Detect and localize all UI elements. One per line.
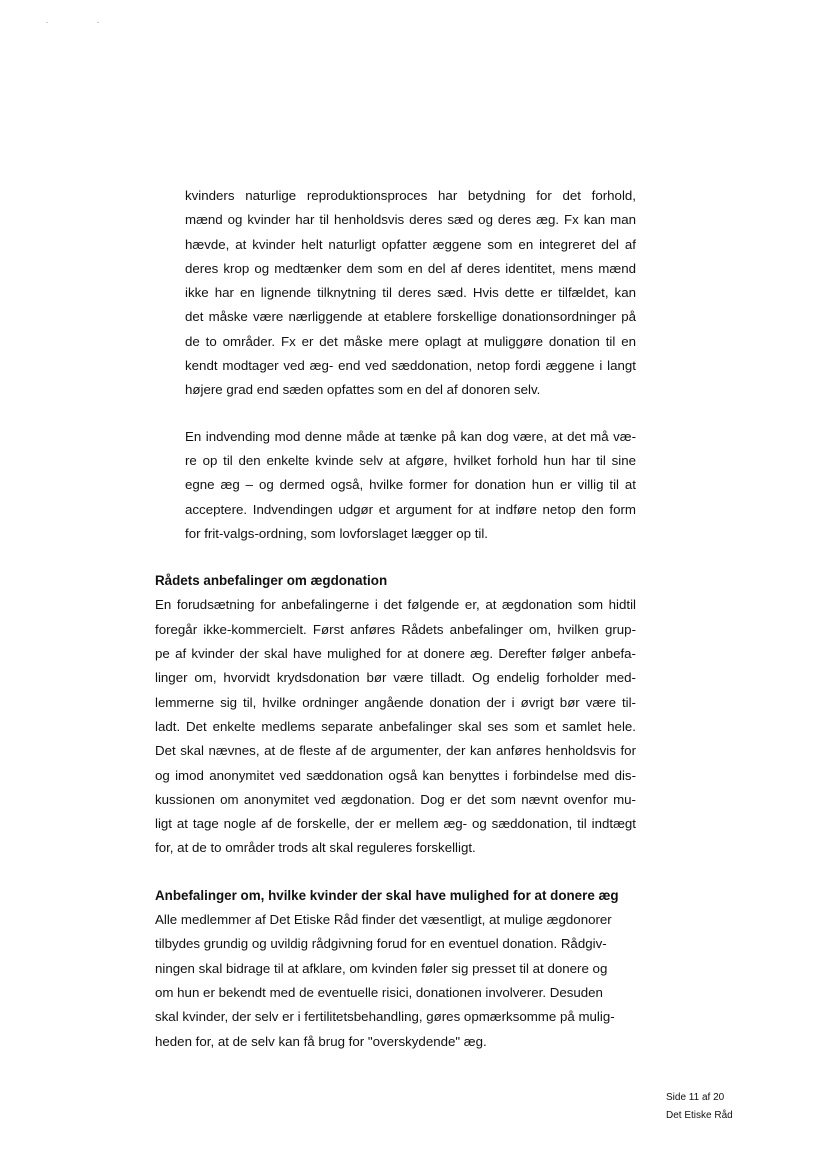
text-line: kussionen om anonymitet ved ægdonation. Dog er det som nævnt ovenfor mu- (155, 791, 636, 807)
continued-section (155, 184, 636, 546)
text-line: heden for, at de selv kan få brug for "overskydende" æg. (155, 1033, 487, 1049)
text-line: acceptere. Indvendingen udgør et argument for at indføre netop den form (185, 501, 636, 517)
who-can-donate-section (155, 884, 636, 1054)
text-line: deres krop og medtænker dem som en del af deres identitet, mens mænd (185, 260, 636, 276)
text-line: lemmerne sig til, hvilke ordninger angående donation der i øvrigt bør være til- (155, 694, 636, 710)
organization-name: Det Etiske Råd (666, 1110, 733, 1121)
text-line: skal kvinder, der selv er i fertilitetsbehandling, gøres opmærksomme på mulig- (155, 1009, 615, 1025)
recommendations-section (155, 569, 636, 861)
text-line: hævde, at kvinder helt naturligt opfatter æggene som en integreret del af (185, 236, 636, 252)
text-line: pe af kvinder der skal have mulighed for at donere æg. Derefter følger anbefa- (155, 646, 636, 662)
text-line: for, at de to områder trods alt skal reguleres forskelligt. (155, 840, 476, 856)
text-line: En indvending mod denne måde at tænke på kan dog være, at det må væ- (185, 428, 636, 444)
body-paragraph (155, 908, 636, 1054)
text-line: egne æg – og dermed også, hvilke former for donation hun er villig til at (185, 477, 636, 493)
text-line: kvinders naturlige reproduktionsproces har betydning for det forhold, (185, 188, 636, 203)
body-paragraph (155, 593, 636, 860)
text-line: og imod anonymitet ved sæddonation også kan benyttes i forbindelse med dis- (155, 767, 636, 783)
section-spacer (155, 546, 636, 569)
text-line: det måske være nærliggende at etablere forskellige donationsordninger på (185, 309, 636, 325)
text-line: de to områder. Fx er det måske mere oplagt at muliggøre donation til en (185, 333, 636, 349)
scan-artifact (97, 22, 99, 23)
section-heading: Rådets anbefalinger om ægdonation (155, 573, 388, 589)
text-line: En forudsætning for anbefalingerne i det følgende er, at ægdonation som hidtil (155, 597, 636, 613)
text-line: re op til den enkelte kvinde selv at afgøre, hvilket forhold hun har til sine (185, 452, 636, 468)
section-spacer (155, 861, 636, 884)
text-line: for frit-valgs-ordning, som lovforslaget lægger op til. (185, 525, 488, 541)
text-line: Alle medlemmer af Det Etiske Råd finder det væsentligt, at mulige ægdonorer (155, 912, 612, 928)
text-line: om hun er bekendt med de eventuelle risici, donationen involverer. Desuden (155, 984, 603, 1000)
text-line: ladt. Det enkelte medlems separate anbefalinger skal ses som et samlet hele. (155, 718, 636, 734)
body-paragraph (185, 425, 636, 546)
text-line: mænd og kvinder har til henholdsvis deres sæd og deres æg. Fx kan man (185, 212, 636, 228)
page-body (155, 184, 636, 1054)
page-number: Side 11 af 20 (666, 1092, 725, 1103)
text-line: ikke har en lignende tilknytning til deres sæd. Hvis dette er tilfældet, kan (185, 285, 636, 301)
section-heading: Anbefalinger om, hvilke kvinder der skal have mulighed for at donere æg (155, 887, 619, 903)
scan-artifact (46, 22, 48, 23)
text-line: ningen skal bidrage til at afklare, om kvinden føler sig presset til at donere og (155, 960, 608, 976)
text-line: tilbydes grundig og uvildig rådgivning forud for en eventuel donation. Rådgiv- (155, 936, 607, 952)
text-line: linger om, hvorvidt krydsdonation bør være tilladt. Og endelig forholder med- (155, 670, 636, 686)
text-line: foregår ikke-kommercielt. Først anføres Rådets anbefalinger om, hvilken grup- (155, 621, 636, 637)
paragraph-spacer (185, 403, 636, 425)
text-line: Det skal nævnes, at de fleste af de argumenter, der kan anføres henholdsvis for (155, 743, 636, 759)
text-line: højere grad end sæden opfattes som en del af donoren selv. (185, 382, 541, 398)
text-line: ligt at tage nogle af de forskelle, der er mellem æg- og sæddonation, til indtægt (155, 816, 636, 832)
body-paragraph (185, 184, 636, 403)
page-footer (666, 1089, 733, 1125)
text-line: kendt modtager ved æg- end ved sæddonation, netop fordi æggene i langt (185, 358, 636, 374)
